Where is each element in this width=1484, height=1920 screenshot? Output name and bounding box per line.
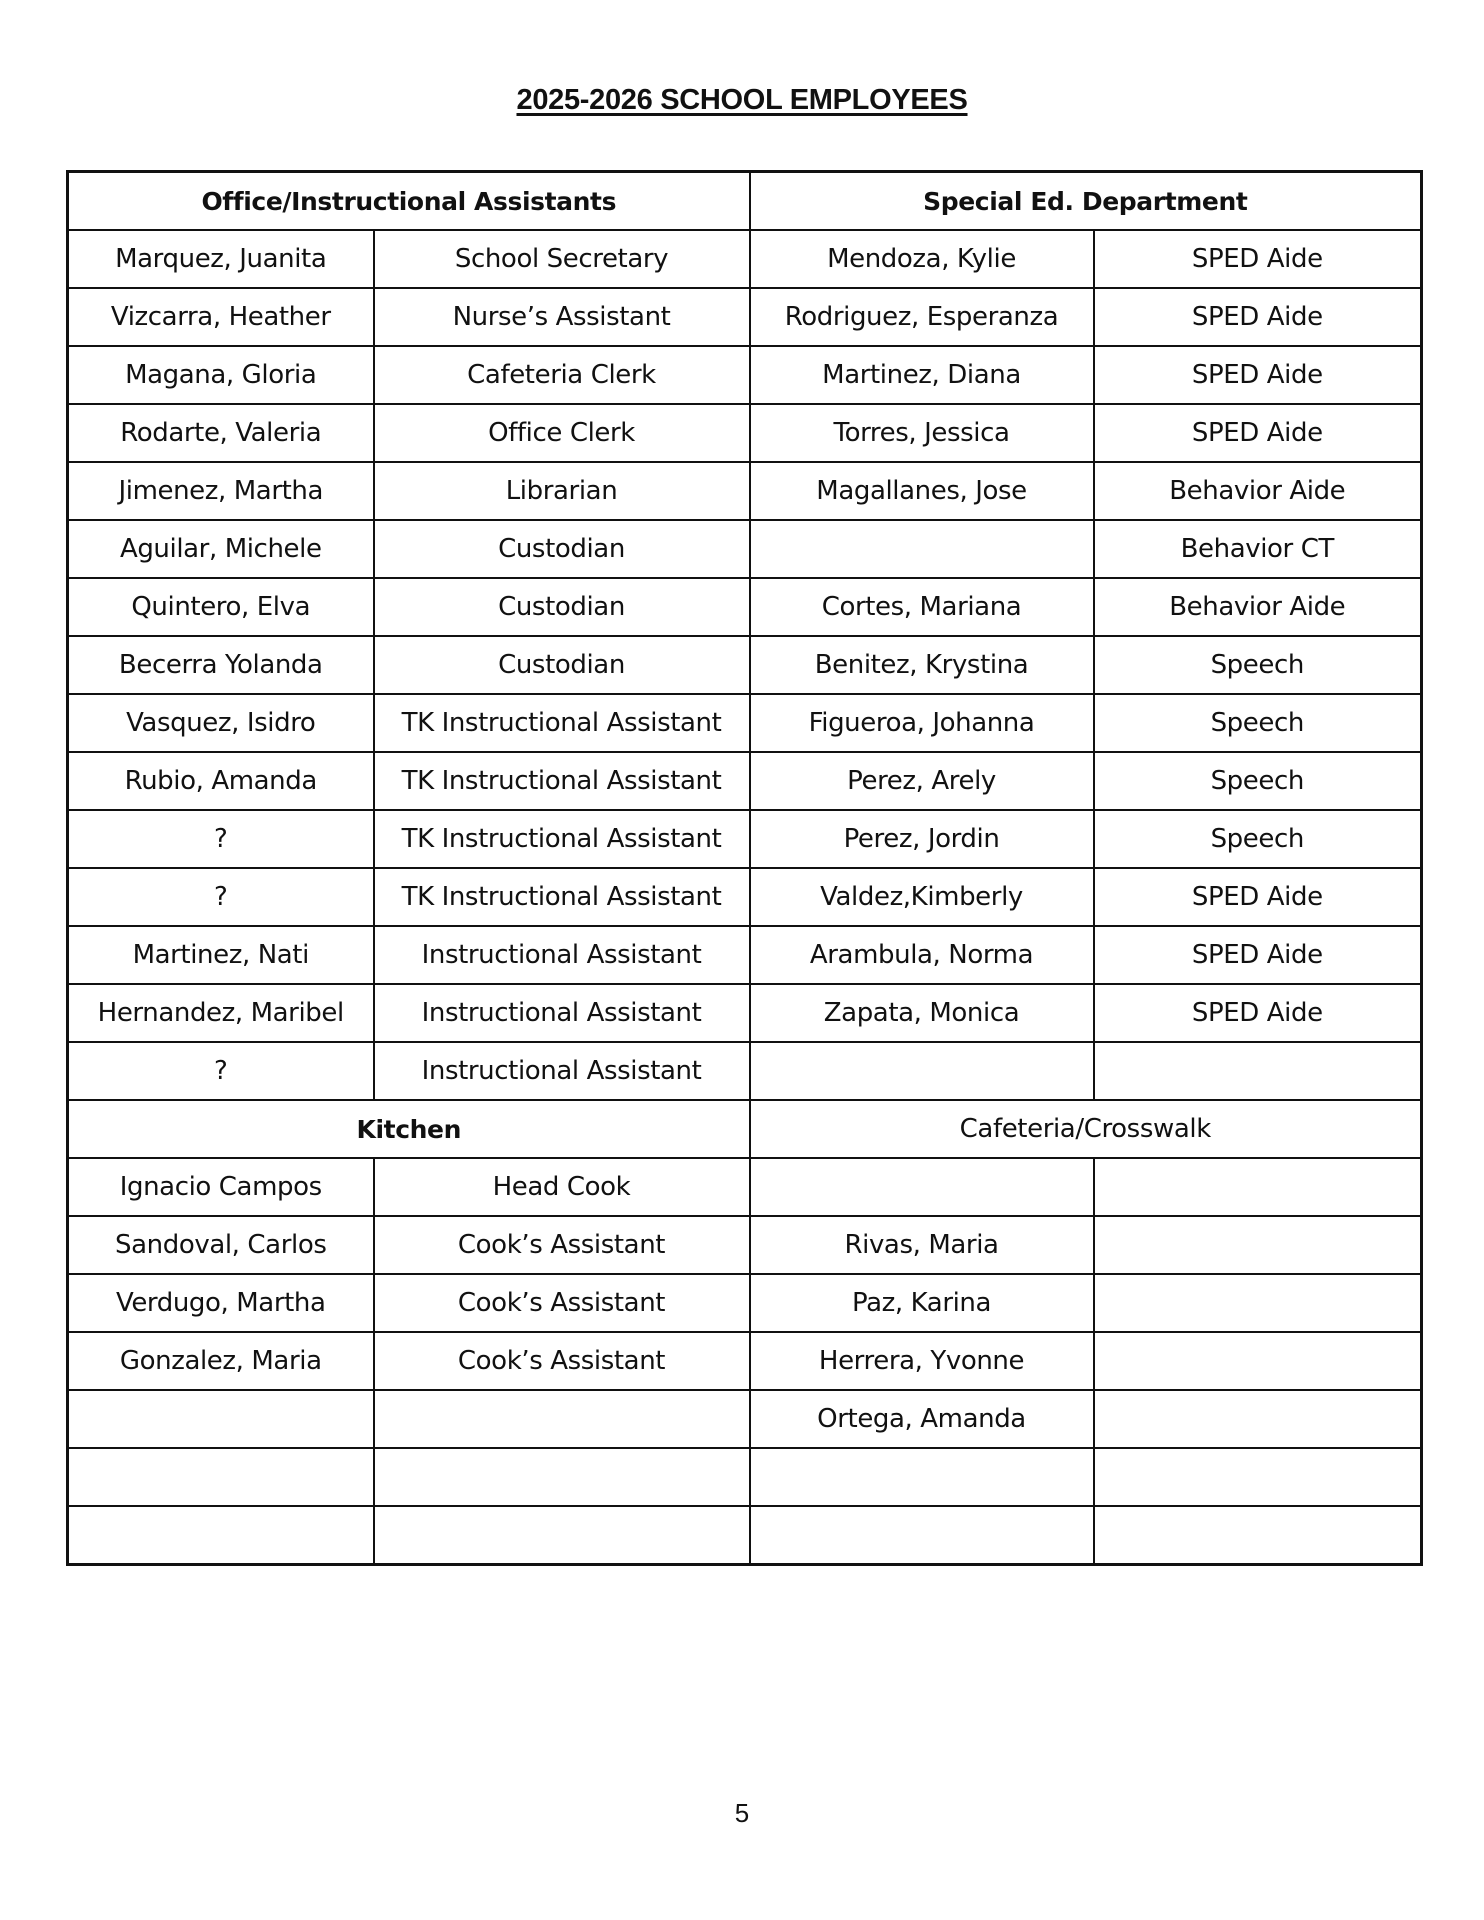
employee-role-cell — [1094, 1158, 1422, 1216]
employee-role-cell: Behavior Aide — [1094, 578, 1422, 636]
employee-name-cell: Martinez, Nati — [68, 926, 374, 984]
kitchen-section-header: Kitchen — [68, 1100, 750, 1158]
employee-name-cell: Perez, Jordin — [750, 810, 1094, 868]
employee-role-cell: Head Cook — [374, 1158, 750, 1216]
employee-name-cell: Hernandez, Maribel — [68, 984, 374, 1042]
page-number: 5 — [734, 1798, 750, 1828]
employee-role-cell: Cook’s Assistant — [374, 1332, 750, 1390]
lower-section-body — [68, 1158, 1422, 1565]
employee-role-cell: Cafeteria Clerk — [374, 346, 750, 404]
employee-role-cell: SPED Aide — [1094, 984, 1422, 1042]
employee-name-cell: Arambula, Norma — [750, 926, 1094, 984]
employee-name-cell — [68, 1390, 374, 1448]
employee-name-cell: Ortega, Amanda — [750, 1390, 1094, 1448]
table-row — [68, 462, 1422, 520]
employee-name-cell: Zapata, Monica — [750, 984, 1094, 1042]
section-header-row — [68, 172, 1422, 231]
table-row — [68, 926, 1422, 984]
employee-role-cell: Office Clerk — [374, 404, 750, 462]
employee-role-cell: TK Instructional Assistant — [374, 694, 750, 752]
employee-name-cell: Rubio, Amanda — [68, 752, 374, 810]
employee-role-cell: Speech — [1094, 636, 1422, 694]
table-row — [68, 1042, 1422, 1100]
table-row — [68, 1216, 1422, 1274]
employee-name-cell — [750, 1448, 1094, 1506]
employee-name-cell: Figueroa, Johanna — [750, 694, 1094, 752]
employee-role-cell: Cook’s Assistant — [374, 1274, 750, 1332]
employees-table — [66, 170, 1423, 1566]
section-header-row — [68, 1100, 1422, 1158]
employee-role-cell: SPED Aide — [1094, 404, 1422, 462]
employee-role-cell: Speech — [1094, 810, 1422, 868]
table-row — [68, 578, 1422, 636]
employee-role-cell: Custodian — [374, 520, 750, 578]
employee-name-cell: ? — [68, 868, 374, 926]
table-row — [68, 868, 1422, 926]
employee-role-cell: SPED Aide — [1094, 868, 1422, 926]
table-row — [68, 1274, 1422, 1332]
employee-name-cell: Aguilar, Michele — [68, 520, 374, 578]
table-row — [68, 230, 1422, 288]
employee-role-cell: SPED Aide — [1094, 346, 1422, 404]
employee-name-cell: Perez, Arely — [750, 752, 1094, 810]
employee-name-cell: Vizcarra, Heather — [68, 288, 374, 346]
table-row — [68, 694, 1422, 752]
employee-role-cell: Cook’s Assistant — [374, 1216, 750, 1274]
table-row — [68, 636, 1422, 694]
employee-name-cell: ? — [68, 1042, 374, 1100]
employee-role-cell — [1094, 1506, 1422, 1565]
employee-name-cell: Herrera, Yvonne — [750, 1332, 1094, 1390]
employee-name-cell: Benitez, Krystina — [750, 636, 1094, 694]
employee-name-cell — [68, 1448, 374, 1506]
table-row — [68, 984, 1422, 1042]
employee-role-cell: Nurse’s Assistant — [374, 288, 750, 346]
employee-name-cell: Mendoza, Kylie — [750, 230, 1094, 288]
table-row — [68, 1158, 1422, 1216]
employee-name-cell: Rodarte, Valeria — [68, 404, 374, 462]
employee-name-cell: Valdez,Kimberly — [750, 868, 1094, 926]
table-row — [68, 1390, 1422, 1448]
employee-name-cell: Becerra Yolanda — [68, 636, 374, 694]
employee-name-cell: Vasquez, Isidro — [68, 694, 374, 752]
employee-role-cell: Instructional Assistant — [374, 1042, 750, 1100]
employee-name-cell: Paz, Karina — [750, 1274, 1094, 1332]
table-row — [68, 1448, 1422, 1506]
employee-name-cell: Jimenez, Martha — [68, 462, 374, 520]
employee-name-cell: Gonzalez, Maria — [68, 1332, 374, 1390]
table-row — [68, 1332, 1422, 1390]
employee-name-cell: Rodriguez, Esperanza — [750, 288, 1094, 346]
employee-name-cell — [750, 520, 1094, 578]
employee-role-cell — [374, 1390, 750, 1448]
employee-role-cell: Speech — [1094, 752, 1422, 810]
employee-name-cell — [68, 1506, 374, 1565]
document-title: 2025-2026 SCHOOL EMPLOYEES — [516, 84, 968, 116]
employee-role-cell — [1094, 1042, 1422, 1100]
employee-role-cell — [1094, 1332, 1422, 1390]
table-row — [68, 520, 1422, 578]
employee-name-cell: Sandoval, Carlos — [68, 1216, 374, 1274]
employee-name-cell: Rivas, Maria — [750, 1216, 1094, 1274]
employee-role-cell: SPED Aide — [1094, 288, 1422, 346]
employee-name-cell — [750, 1506, 1094, 1565]
employee-role-cell: SPED Aide — [1094, 230, 1422, 288]
sped-section-header: Special Ed. Department — [750, 172, 1422, 231]
employee-role-cell — [374, 1448, 750, 1506]
employee-role-cell: Custodian — [374, 636, 750, 694]
employee-name-cell: Cortes, Mariana — [750, 578, 1094, 636]
table-row — [68, 752, 1422, 810]
employee-name-cell: Marquez, Juanita — [68, 230, 374, 288]
employee-role-cell: Custodian — [374, 578, 750, 636]
employee-name-cell: Magallanes, Jose — [750, 462, 1094, 520]
employee-name-cell: ? — [68, 810, 374, 868]
employee-name-cell: Torres, Jessica — [750, 404, 1094, 462]
employee-role-cell: Behavior CT — [1094, 520, 1422, 578]
employee-role-cell: School Secretary — [374, 230, 750, 288]
office-section-header: Office/Instructional Assistants — [68, 172, 750, 231]
upper-section-body — [68, 230, 1422, 1100]
employee-role-cell: TK Instructional Assistant — [374, 868, 750, 926]
employee-name-cell: Magana, Gloria — [68, 346, 374, 404]
table-row — [68, 404, 1422, 462]
employee-role-cell: Instructional Assistant — [374, 984, 750, 1042]
employee-role-cell: TK Instructional Assistant — [374, 752, 750, 810]
table-row — [68, 810, 1422, 868]
employee-role-cell: TK Instructional Assistant — [374, 810, 750, 868]
employee-role-cell — [1094, 1274, 1422, 1332]
employee-role-cell — [1094, 1390, 1422, 1448]
employee-role-cell — [1094, 1216, 1422, 1274]
employee-role-cell — [1094, 1448, 1422, 1506]
table-row — [68, 1506, 1422, 1565]
employee-role-cell: Speech — [1094, 694, 1422, 752]
table-row — [68, 346, 1422, 404]
employee-name-cell — [750, 1042, 1094, 1100]
cafeteria-section-header: Cafeteria/Crosswalk — [750, 1100, 1422, 1158]
employee-name-cell: Quintero, Elva — [68, 578, 374, 636]
table-row — [68, 288, 1422, 346]
employee-role-cell — [374, 1506, 750, 1565]
employee-name-cell: Martinez, Diana — [750, 346, 1094, 404]
employee-role-cell: Librarian — [374, 462, 750, 520]
employee-name-cell — [750, 1158, 1094, 1216]
employee-role-cell: Instructional Assistant — [374, 926, 750, 984]
employee-name-cell: Ignacio Campos — [68, 1158, 374, 1216]
employee-role-cell: SPED Aide — [1094, 926, 1422, 984]
employee-role-cell: Behavior Aide — [1094, 462, 1422, 520]
employee-name-cell: Verdugo, Martha — [68, 1274, 374, 1332]
